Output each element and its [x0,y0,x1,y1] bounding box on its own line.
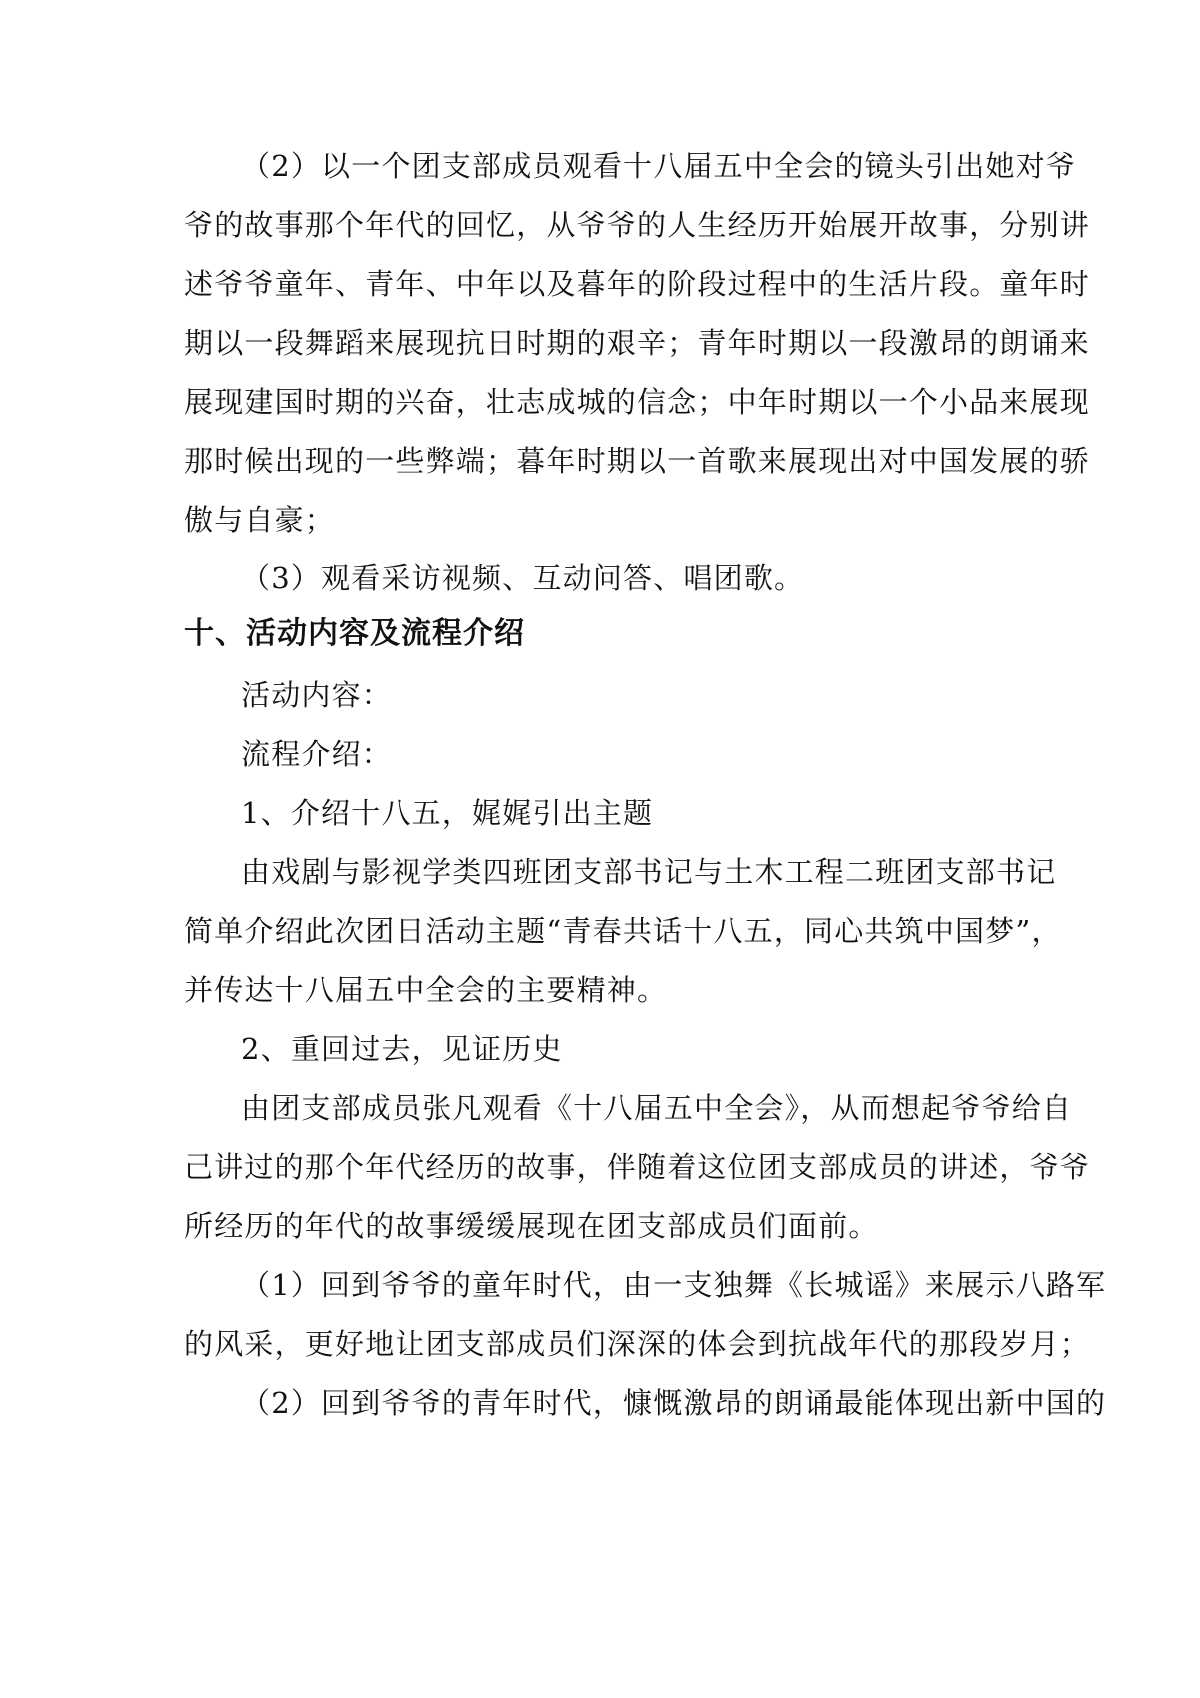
paragraph-line: （2）以一个团支部成员观看十八届五中全会的镜头引出她对爷 [241,149,1077,183]
paragraph-line: 爷的故事那个年代的回忆，从爷爷的人生经历开始展开故事，分别讲 [184,208,1091,242]
paragraph-line: 由戏剧与影视学类四班团支部书记与土木工程二班团支部书记 [241,855,1057,889]
paragraph-line: （2）回到爷爷的青年时代，慷慨激昂的朗诵最能体现出新中国的 [241,1386,1107,1420]
paragraph-line: 展现建国时期的兴奋，壮志成城的信念；中年时期以一个小品来展现 [184,385,1091,419]
step-title: 2、重回过去，见证历史 [241,1032,563,1066]
activity-content-label: 活动内容： [241,678,393,712]
paragraph-line: 所经历的年代的故事缓缓展现在团支部成员们面前。 [184,1209,879,1243]
paragraph-line: 简单介绍此次团日活动主题“青春共话十八五，同心共筑中国梦”， [184,914,1062,948]
step-title: 1、介绍十八五，娓娓引出主题 [241,796,654,830]
paragraph-line: 由团支部成员张凡观看《十八届五中全会》，从而想起爷爷给自 [241,1091,1073,1125]
paragraph-line: 傲与自豪； [184,503,336,537]
paragraph-line: 期以一段舞蹈来展现抗日时期的艰辛；青年时期以一段激昂的朗诵来 [184,326,1091,360]
paragraph-line: 述爷爷童年、青年、中年以及暮年的阶段过程中的生活片段。童年时 [184,267,1091,301]
section-heading: 十、活动内容及流程介绍 [184,616,525,651]
paragraph-line: 的风采，更好地让团支部成员们深深的体会到抗战年代的那段岁月； [184,1327,1091,1361]
paragraph-line: （1）回到爷爷的童年时代，由一支独舞《长城谣》来展示八路军 [241,1268,1107,1302]
paragraph-line: 那时候出现的一些弊端；暮年时期以一首歌来展现出对中国发展的骄 [184,444,1091,478]
process-label: 流程介绍： [241,737,393,771]
paragraph-line: 己讲过的那个年代经历的故事，伴随着这位团支部成员的讲述，爷爷 [184,1150,1091,1184]
paragraph-line: （3）观看采访视频、互动问答、唱团歌。 [241,561,805,595]
paragraph-line: 并传达十八届五中全会的主要精神。 [184,973,668,1007]
